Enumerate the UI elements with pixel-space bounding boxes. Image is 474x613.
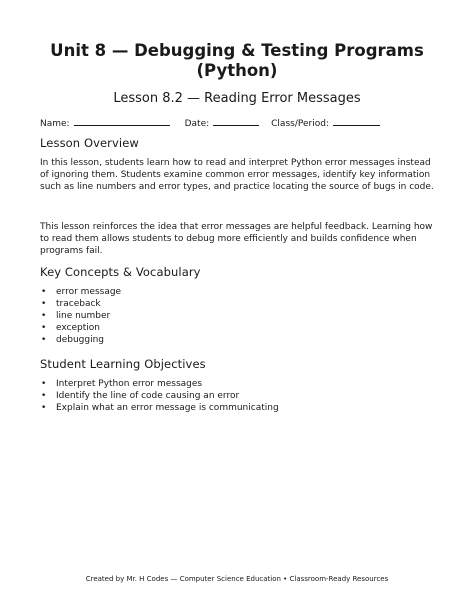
date-blank[interactable]: [213, 116, 259, 126]
title-line-2: (Python): [196, 61, 278, 80]
vocab-list: [40, 286, 121, 346]
list-item: • traceback: [40, 298, 121, 310]
vocab-heading: Key Concepts & Vocabulary: [40, 265, 201, 279]
list-item: • Interpret Python error messages: [40, 378, 279, 390]
overview-paragraph-1: In this lesson, students learn how to read and interpret Python error messages instead of ignoring them. Students examine common error messages, identify key information such as line numbers and error types, and practice locating the source of bugs in code.: [40, 158, 434, 192]
student-info-fields: [40, 116, 380, 130]
list-item: • Explain what an error message is communicating: [40, 402, 279, 414]
objectives-list: [40, 378, 279, 414]
page-footer: Created by Mr. H Codes — Computer Science Education • Classroom-Ready Resources: [85, 575, 389, 583]
name-label: Name:: [40, 119, 70, 129]
list-item: • exception: [40, 322, 121, 334]
list-item: • debugging: [40, 334, 121, 346]
class-period-blank[interactable]: [333, 116, 380, 126]
page-title: [0, 41, 474, 81]
list-item: • Identify the line of code causing an error: [40, 390, 279, 402]
overview-paragraph-2: This lesson reinforces the idea that error messages are helpful feedback. Learning how to read them allows students to debug more efficiently and builds confidence when programs fail.: [40, 222, 433, 256]
class-period-label: Class/Period:: [271, 119, 329, 129]
list-item: • line number: [40, 310, 121, 322]
overview-heading: Lesson Overview: [40, 136, 139, 150]
date-label: Date:: [184, 119, 210, 129]
list-item: • error message: [40, 286, 121, 298]
lesson-subtitle: Lesson 8.2 — Reading Error Messages: [113, 91, 361, 106]
name-blank[interactable]: [74, 116, 170, 126]
objectives-heading: Student Learning Objectives: [40, 357, 206, 371]
title-line-1: Unit 8 — Debugging & Testing Programs: [50, 41, 424, 60]
